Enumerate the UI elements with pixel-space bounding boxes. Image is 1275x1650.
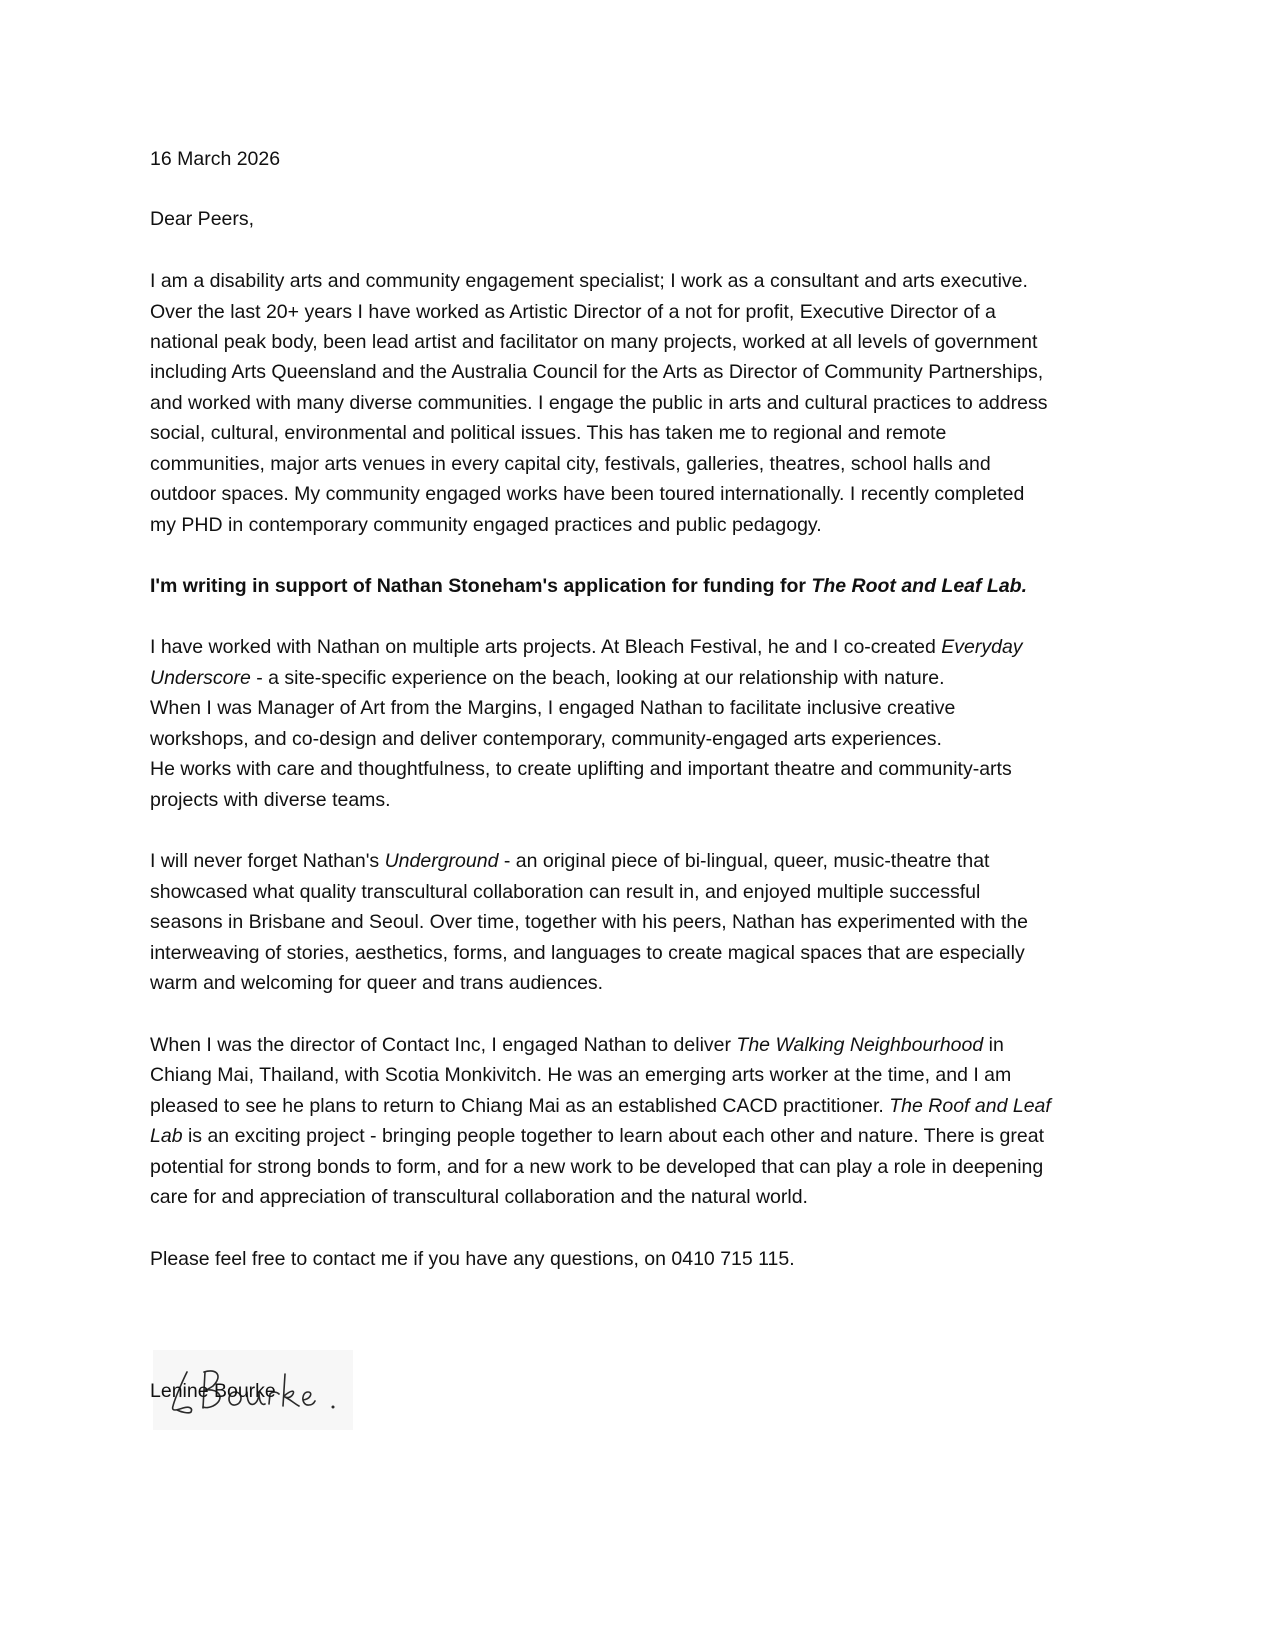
intro-line: Over the last 20+ years I have worked as Artistic Director of a not for profit, Executive Director of a [150,301,996,323]
collab-line: workshops, and co-design and deliver contemporary, community-engaged arts experiences. [150,728,942,750]
intro-line: social, cultural, environmental and political issues. This has taken me to regional and remote [150,422,947,444]
underground-text: I will never forget Nathan's [150,850,385,872]
collab-line: When I was Manager of Art from the Margins, I engaged Nathan to facilitate inclusive creative [150,697,956,719]
intro-line: outdoor spaces. My community engaged works have been toured internationally. I recently completed [150,483,1025,505]
contact-text: is an exciting project - bringing people together to learn about each other and nature. There is great [182,1125,1044,1147]
underground-line [150,845,989,877]
intro-line: and worked with many diverse communities. I engage the public in arts and cultural practices to address [150,392,1048,414]
contact-text: pleased to see he plans to return to Chiang Mai as an established CACD practitioner. [150,1095,890,1117]
signatory-name: Lenine Bourke [150,1380,276,1402]
underground-line: showcased what quality transcultural collaboration can result in, and enjoyed multiple successful [150,881,981,903]
underground-line: seasons in Brisbane and Seoul. Over time, together with his peers, Nathan has experimented with the [150,911,1028,933]
intro-line: communities, major arts venues in every capital city, festivals, galleries, theatres, school halls and [150,453,991,475]
salutation: Dear Peers, [150,208,255,230]
underground-text: - an original piece of bi-lingual, queer, music-theatre that [498,850,990,872]
work-title: The Walking Neighbourhood [736,1034,984,1056]
collab-text: - a site-specific experience on the beach, looking at our relationship with nature. [250,667,945,689]
work-title: Lab [150,1125,183,1147]
underground-line: interweaving of stories, aesthetics, forms, and languages to create magical spaces that are especially [150,942,1025,964]
intro-line: national peak body, been lead artist and facilitator on many projects, worked at all levels of government [150,331,1038,353]
project-title: The Root and Leaf Lab. [811,575,1028,597]
intro-line: my PHD in contemporary community engaged practices and public pedagogy. [150,514,822,536]
contact-text: in [983,1034,1004,1056]
collab-text: I have worked with Nathan on multiple arts projects. At Bleach Festival, he and I co-created [150,636,942,658]
collab-line: He works with care and thoughtfulness, to create uplifting and important theatre and community-arts [150,758,1012,780]
closing-line: Please feel free to contact me if you have any questions, on 0410 715 115. [150,1248,795,1270]
letter-date: 16 March 2026 [150,148,281,170]
contact-line: care for and appreciation of transcultural collaboration and the natural world. [150,1186,808,1208]
underground-line: warm and welcoming for queer and trans audiences. [150,972,604,994]
support-statement [150,570,1027,602]
contact-line [150,1120,1044,1152]
contact-line [150,1029,1004,1061]
support-text: I'm writing in support of Nathan Stoneham's application for funding for [150,575,812,597]
collab-line [150,662,945,694]
contact-line: Chiang Mai, Thailand, with Scotia Monkivitch. He was an emerging arts worker at the time, and I am [150,1064,1012,1086]
intro-line: including Arts Queensland and the Australia Council for the Arts as Director of Community Partnerships, [150,361,1044,383]
intro-line: I am a disability arts and community engagement specialist; I work as a consultant and arts executive. [150,270,1028,292]
work-title: The Roof and Leaf [889,1095,1051,1117]
work-title: Underground [384,850,499,872]
contact-text: When I was the director of Contact Inc, I engaged Nathan to deliver [150,1034,737,1056]
contact-line: potential for strong bonds to form, and for a new work to be developed that can play a role in deepening [150,1156,1044,1178]
collab-line [150,631,1023,663]
work-title: Everyday [941,636,1023,658]
work-title: Underscore [150,667,251,689]
collab-line: projects with diverse teams. [150,789,391,811]
contact-line [150,1090,1051,1122]
